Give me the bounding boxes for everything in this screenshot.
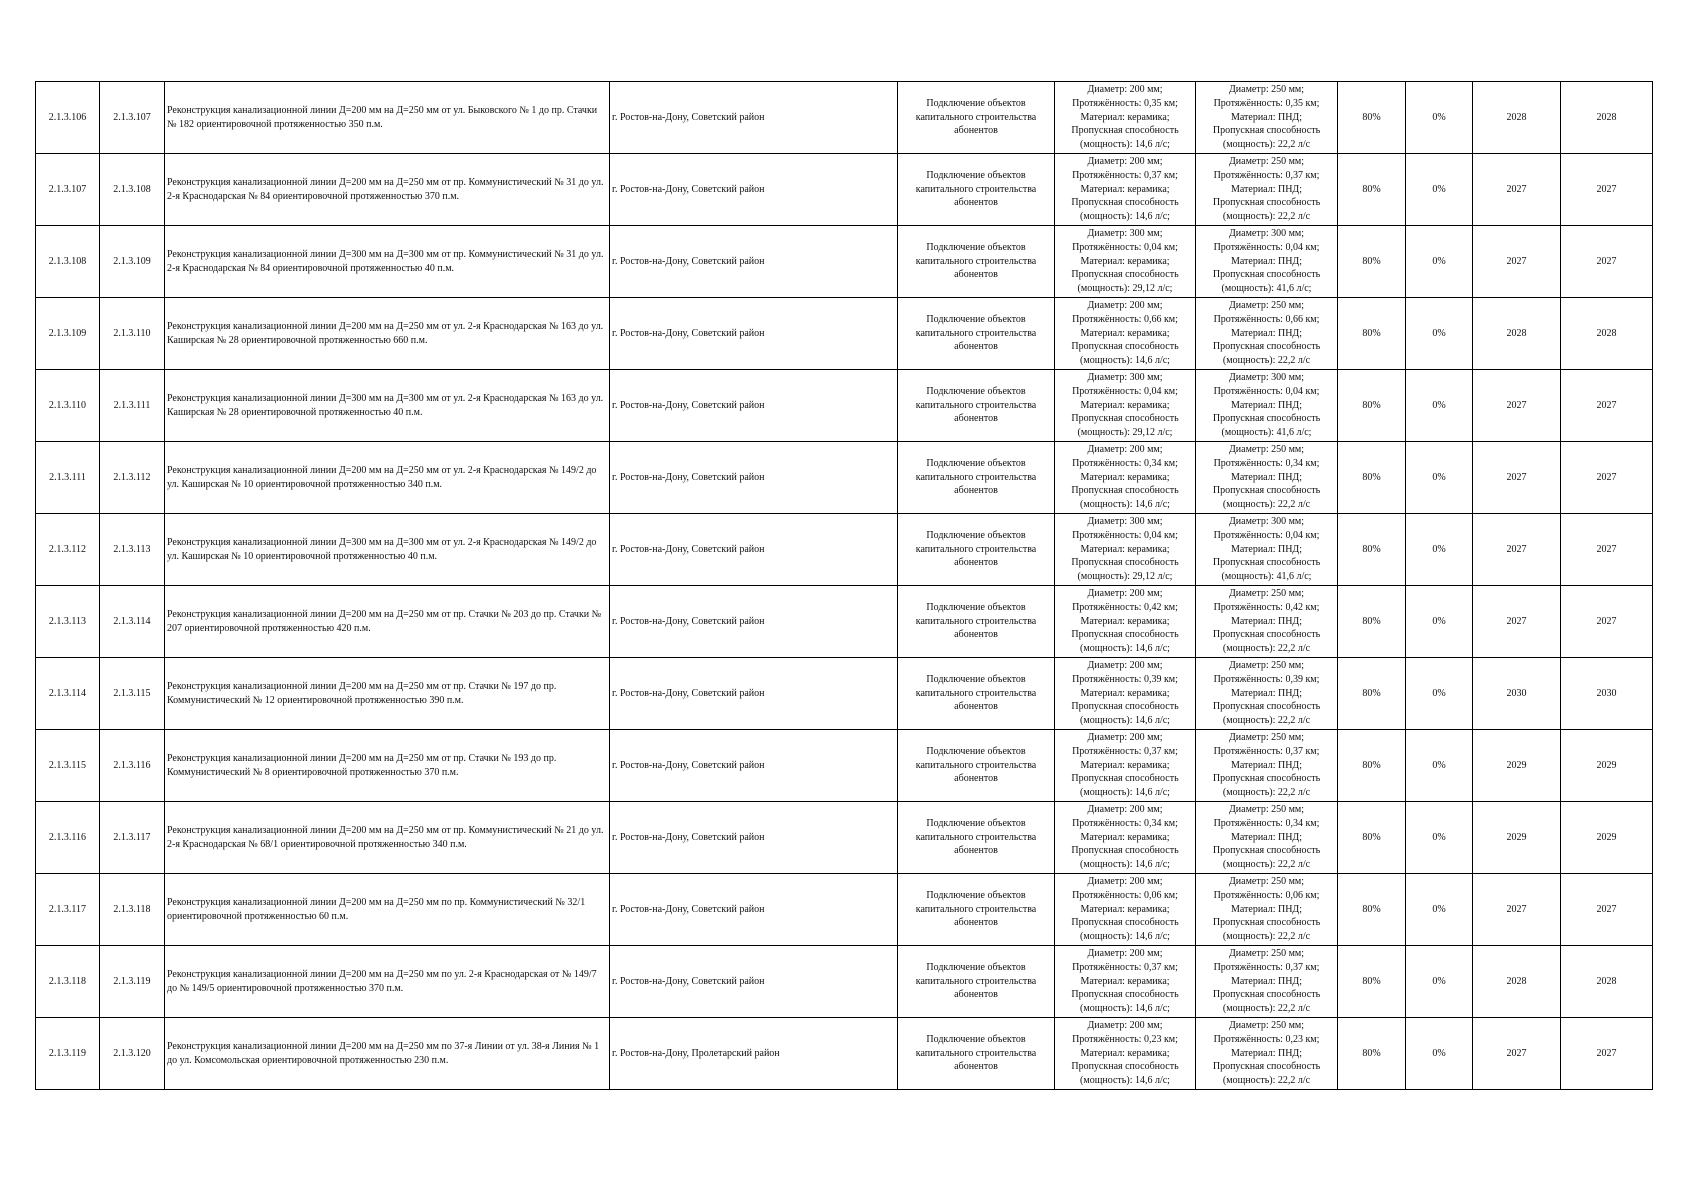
cell-year-end: 2029 [1561, 802, 1653, 874]
cell-new-number: 2.1.3.119 [100, 946, 165, 1018]
cell-specs-before: Диаметр: 300 мм; Протяжённость: 0,04 км; Материал: керамика; Пропускная способность (мощность): 29,12 л/с; [1055, 370, 1196, 442]
cell-year-end: 2027 [1561, 1018, 1653, 1090]
cell-year-start: 2027 [1473, 370, 1561, 442]
cell-specs-before: Диаметр: 200 мм; Протяжённость: 0,06 км; Материал: керамика; Пропускная способность (мощность): 14,6 л/с; [1055, 874, 1196, 946]
cell-purpose: Подключение объектов капитального строительства абонентов [898, 730, 1055, 802]
cell-wear-after: 0% [1406, 514, 1473, 586]
table-row [36, 514, 1653, 586]
cell-description: Реконструкция канализационной линии Д=200 мм на Д=250 мм по пр. Коммунистический № 32/1 ориентировочной протяженностью 60 п.м. [165, 874, 610, 946]
cell-specs-after: Диаметр: 250 мм; Протяжённость: 0,35 км; Материал: ПНД; Пропускная способность (мощность): 22,2 л/с [1196, 82, 1338, 154]
cell-specs-after: Диаметр: 300 мм; Протяжённость: 0,04 км; Материал: ПНД; Пропускная способность (мощность): 41,6 л/с; [1196, 226, 1338, 298]
cell-number: 2.1.3.115 [36, 730, 100, 802]
cell-number: 2.1.3.110 [36, 370, 100, 442]
cell-address: г. Ростов-на-Дону, Советский район [610, 370, 898, 442]
cell-year-end: 2030 [1561, 658, 1653, 730]
cell-specs-before: Диаметр: 200 мм; Протяжённость: 0,66 км; Материал: керамика; Пропускная способность (мощность): 14,6 л/с; [1055, 298, 1196, 370]
cell-purpose: Подключение объектов капитального строительства абонентов [898, 370, 1055, 442]
cell-year-end: 2029 [1561, 730, 1653, 802]
cell-wear-before: 80% [1338, 946, 1406, 1018]
cell-address: г. Ростов-на-Дону, Советский район [610, 658, 898, 730]
cell-wear-before: 80% [1338, 226, 1406, 298]
cell-year-start: 2027 [1473, 1018, 1561, 1090]
table-row [36, 298, 1653, 370]
cell-purpose: Подключение объектов капитального строительства абонентов [898, 874, 1055, 946]
cell-new-number: 2.1.3.110 [100, 298, 165, 370]
cell-year-end: 2028 [1561, 946, 1653, 1018]
cell-address: г. Ростов-на-Дону, Советский район [610, 586, 898, 658]
cell-address: г. Ростов-на-Дону, Советский район [610, 730, 898, 802]
table-row [36, 946, 1653, 1018]
cell-description: Реконструкция канализационной линии Д=200 мм на Д=250 мм от пр. Коммунистический № 31 до ул. 2-я Краснодарская № 84 ориентировочной протяженностью 370 п.м. [165, 154, 610, 226]
cell-new-number: 2.1.3.117 [100, 802, 165, 874]
table-row [36, 442, 1653, 514]
cell-year-start: 2027 [1473, 226, 1561, 298]
cell-wear-before: 80% [1338, 370, 1406, 442]
cell-purpose: Подключение объектов капитального строительства абонентов [898, 1018, 1055, 1090]
cell-description: Реконструкция канализационной линии Д=200 мм на Д=250 мм по ул. 2-я Краснодарская от № 149/7 до № 149/5 ориентировочной протяженностью 370 п.м. [165, 946, 610, 1018]
cell-description: Реконструкция канализационной линии Д=200 мм на Д=250 мм от пр. Стачки № 193 до пр. Коммунистический № 8 ориентировочной протяженностью 370 п.м. [165, 730, 610, 802]
cell-wear-after: 0% [1406, 154, 1473, 226]
cell-purpose: Подключение объектов капитального строительства абонентов [898, 226, 1055, 298]
cell-description: Реконструкция канализационной линии Д=300 мм на Д=300 мм от ул. 2-я Краснодарская № 149/2 до ул. Каширская № 10 ориентировочной протяженностью 40 п.м. [165, 514, 610, 586]
cell-wear-before: 80% [1338, 298, 1406, 370]
table-row [36, 874, 1653, 946]
cell-specs-after: Диаметр: 250 мм; Протяжённость: 0,34 км; Материал: ПНД; Пропускная способность (мощность): 22,2 л/с [1196, 442, 1338, 514]
cell-address: г. Ростов-на-Дону, Советский район [610, 442, 898, 514]
table-body [36, 82, 1653, 1090]
cell-specs-before: Диаметр: 200 мм; Протяжённость: 0,34 км; Материал: керамика; Пропускная способность (мощность): 14,6 л/с; [1055, 442, 1196, 514]
cell-year-start: 2027 [1473, 442, 1561, 514]
cell-wear-before: 80% [1338, 586, 1406, 658]
cell-wear-after: 0% [1406, 802, 1473, 874]
cell-specs-after: Диаметр: 300 мм; Протяжённость: 0,04 км; Материал: ПНД; Пропускная способность (мощность): 41,6 л/с; [1196, 514, 1338, 586]
cell-purpose: Подключение объектов капитального строительства абонентов [898, 946, 1055, 1018]
cell-purpose: Подключение объектов капитального строительства абонентов [898, 586, 1055, 658]
cell-year-end: 2028 [1561, 82, 1653, 154]
cell-wear-before: 80% [1338, 802, 1406, 874]
cell-address: г. Ростов-на-Дону, Советский район [610, 514, 898, 586]
cell-year-end: 2027 [1561, 226, 1653, 298]
cell-address: г. Ростов-на-Дону, Советский район [610, 802, 898, 874]
table-row [36, 658, 1653, 730]
cell-description: Реконструкция канализационной линии Д=200 мм на Д=250 мм от пр. Стачки № 203 до пр. Стачки № 207 ориентировочной протяженностью 420 п.м. [165, 586, 610, 658]
cell-number: 2.1.3.111 [36, 442, 100, 514]
cell-year-end: 2028 [1561, 298, 1653, 370]
table-row [36, 586, 1653, 658]
cell-wear-before: 80% [1338, 442, 1406, 514]
cell-number: 2.1.3.108 [36, 226, 100, 298]
cell-description: Реконструкция канализационной линии Д=200 мм на Д=250 мм от пр. Стачки № 197 до пр. Коммунистический № 12 ориентировочной протяженностью 390 п.м. [165, 658, 610, 730]
cell-year-start: 2028 [1473, 298, 1561, 370]
cell-specs-before: Диаметр: 200 мм; Протяжённость: 0,37 км; Материал: керамика; Пропускная способность (мощность): 14,6 л/с; [1055, 730, 1196, 802]
cell-new-number: 2.1.3.115 [100, 658, 165, 730]
cell-number: 2.1.3.112 [36, 514, 100, 586]
cell-purpose: Подключение объектов капитального строительства абонентов [898, 298, 1055, 370]
cell-wear-before: 80% [1338, 82, 1406, 154]
cell-description: Реконструкция канализационной линии Д=200 мм на Д=250 мм по 37-я Линии от ул. 38-я Линия № 1 до ул. Комсомольская ориентировочной протяженностью 230 п.м. [165, 1018, 610, 1090]
cell-year-end: 2027 [1561, 154, 1653, 226]
cell-wear-after: 0% [1406, 226, 1473, 298]
cell-number: 2.1.3.109 [36, 298, 100, 370]
cell-year-start: 2027 [1473, 514, 1561, 586]
cell-wear-after: 0% [1406, 370, 1473, 442]
cell-wear-before: 80% [1338, 874, 1406, 946]
cell-purpose: Подключение объектов капитального строительства абонентов [898, 802, 1055, 874]
cell-specs-after: Диаметр: 250 мм; Протяжённость: 0,34 км; Материал: ПНД; Пропускная способность (мощность): 22,2 л/с [1196, 802, 1338, 874]
cell-new-number: 2.1.3.114 [100, 586, 165, 658]
table-row [36, 154, 1653, 226]
cell-wear-after: 0% [1406, 658, 1473, 730]
cell-purpose: Подключение объектов капитального строительства абонентов [898, 154, 1055, 226]
cell-purpose: Подключение объектов капитального строительства абонентов [898, 82, 1055, 154]
cell-new-number: 2.1.3.109 [100, 226, 165, 298]
reconstruction-table [35, 81, 1653, 1090]
cell-year-start: 2028 [1473, 946, 1561, 1018]
cell-new-number: 2.1.3.116 [100, 730, 165, 802]
table-row [36, 730, 1653, 802]
table-row [36, 802, 1653, 874]
cell-address: г. Ростов-на-Дону, Пролетарский район [610, 1018, 898, 1090]
cell-year-start: 2028 [1473, 82, 1561, 154]
cell-wear-before: 80% [1338, 730, 1406, 802]
cell-year-start: 2027 [1473, 154, 1561, 226]
table-row [36, 82, 1653, 154]
cell-number: 2.1.3.106 [36, 82, 100, 154]
cell-wear-after: 0% [1406, 946, 1473, 1018]
cell-specs-before: Диаметр: 200 мм; Протяжённость: 0,39 км; Материал: керамика; Пропускная способность (мощность): 14,6 л/с; [1055, 658, 1196, 730]
cell-wear-before: 80% [1338, 658, 1406, 730]
cell-new-number: 2.1.3.112 [100, 442, 165, 514]
cell-year-start: 2029 [1473, 730, 1561, 802]
cell-wear-after: 0% [1406, 1018, 1473, 1090]
cell-description: Реконструкция канализационной линии Д=200 мм на Д=250 мм от ул. 2-я Краснодарская № 149/2 до ул. Каширская № 10 ориентировочной протяженностью 340 п.м. [165, 442, 610, 514]
cell-specs-before: Диаметр: 200 мм; Протяжённость: 0,42 км; Материал: керамика; Пропускная способность (мощность): 14,6 л/с; [1055, 586, 1196, 658]
cell-address: г. Ростов-на-Дону, Советский район [610, 154, 898, 226]
table-row [36, 226, 1653, 298]
cell-specs-after: Диаметр: 300 мм; Протяжённость: 0,04 км; Материал: ПНД; Пропускная способность (мощность): 41,6 л/с; [1196, 370, 1338, 442]
cell-description: Реконструкция канализационной линии Д=200 мм на Д=250 мм от ул. 2-я Краснодарская № 163 до ул. Каширская № 28 ориентировочной протяженностью 660 п.м. [165, 298, 610, 370]
cell-description: Реконструкция канализационной линии Д=300 мм на Д=300 мм от пр. Коммунистический № 31 до ул. 2-я Краснодарская № 84 ориентировочной протяженностью 40 п.м. [165, 226, 610, 298]
cell-new-number: 2.1.3.113 [100, 514, 165, 586]
cell-new-number: 2.1.3.108 [100, 154, 165, 226]
cell-number: 2.1.3.119 [36, 1018, 100, 1090]
cell-address: г. Ростов-на-Дону, Советский район [610, 874, 898, 946]
cell-specs-after: Диаметр: 250 мм; Протяжённость: 0,37 км; Материал: ПНД; Пропускная способность (мощность): 22,2 л/с [1196, 946, 1338, 1018]
cell-wear-after: 0% [1406, 730, 1473, 802]
cell-specs-after: Диаметр: 250 мм; Протяжённость: 0,42 км; Материал: ПНД; Пропускная способность (мощность): 22,2 л/с [1196, 586, 1338, 658]
cell-specs-before: Диаметр: 200 мм; Протяжённость: 0,23 км; Материал: керамика; Пропускная способность (мощность): 14,6 л/с; [1055, 1018, 1196, 1090]
cell-new-number: 2.1.3.118 [100, 874, 165, 946]
cell-number: 2.1.3.118 [36, 946, 100, 1018]
cell-year-end: 2027 [1561, 514, 1653, 586]
cell-new-number: 2.1.3.120 [100, 1018, 165, 1090]
cell-new-number: 2.1.3.111 [100, 370, 165, 442]
cell-specs-after: Диаметр: 250 мм; Протяжённость: 0,23 км; Материал: ПНД; Пропускная способность (мощность): 22,2 л/с [1196, 1018, 1338, 1090]
cell-specs-after: Диаметр: 250 мм; Протяжённость: 0,37 км; Материал: ПНД; Пропускная способность (мощность): 22,2 л/с [1196, 154, 1338, 226]
cell-description: Реконструкция канализационной линии Д=300 мм на Д=300 мм от ул. 2-я Краснодарская № 163 до ул. Каширская № 28 ориентировочной протяженностью 40 п.м. [165, 370, 610, 442]
cell-specs-before: Диаметр: 200 мм; Протяжённость: 0,37 км; Материал: керамика; Пропускная способность (мощность): 14,6 л/с; [1055, 154, 1196, 226]
cell-wear-before: 80% [1338, 154, 1406, 226]
cell-address: г. Ростов-на-Дону, Советский район [610, 298, 898, 370]
cell-specs-before: Диаметр: 300 мм; Протяжённость: 0,04 км; Материал: керамика; Пропускная способность (мощность): 29,12 л/с; [1055, 226, 1196, 298]
cell-new-number: 2.1.3.107 [100, 82, 165, 154]
cell-year-end: 2027 [1561, 442, 1653, 514]
cell-year-end: 2027 [1561, 874, 1653, 946]
cell-wear-after: 0% [1406, 298, 1473, 370]
cell-year-start: 2029 [1473, 802, 1561, 874]
cell-specs-after: Диаметр: 250 мм; Протяжённость: 0,39 км; Материал: ПНД; Пропускная способность (мощность): 22,2 л/с [1196, 658, 1338, 730]
cell-specs-before: Диаметр: 200 мм; Протяжённость: 0,34 км; Материал: керамика; Пропускная способность (мощность): 14,6 л/с; [1055, 802, 1196, 874]
cell-number: 2.1.3.114 [36, 658, 100, 730]
cell-year-end: 2027 [1561, 586, 1653, 658]
cell-specs-after: Диаметр: 250 мм; Протяжённость: 0,37 км; Материал: ПНД; Пропускная способность (мощность): 22,2 л/с [1196, 730, 1338, 802]
cell-year-end: 2027 [1561, 370, 1653, 442]
cell-wear-after: 0% [1406, 82, 1473, 154]
cell-year-start: 2027 [1473, 874, 1561, 946]
table-row [36, 370, 1653, 442]
cell-description: Реконструкция канализационной линии Д=200 мм на Д=250 мм от пр. Коммунистический № 21 до ул. 2-я Краснодарская № 68/1 ориентировочной протяженностью 340 п.м. [165, 802, 610, 874]
cell-specs-before: Диаметр: 200 мм; Протяжённость: 0,35 км; Материал: керамика; Пропускная способность (мощность): 14,6 л/с; [1055, 82, 1196, 154]
cell-description: Реконструкция канализационной линии Д=200 мм на Д=250 мм от ул. Быковского № 1 до пр. Стачки № 182 ориентировочной протяженностью 350 п.м. [165, 82, 610, 154]
cell-wear-after: 0% [1406, 586, 1473, 658]
cell-purpose: Подключение объектов капитального строительства абонентов [898, 514, 1055, 586]
cell-number: 2.1.3.117 [36, 874, 100, 946]
cell-wear-before: 80% [1338, 1018, 1406, 1090]
cell-year-start: 2027 [1473, 586, 1561, 658]
cell-purpose: Подключение объектов капитального строительства абонентов [898, 442, 1055, 514]
cell-address: г. Ростов-на-Дону, Советский район [610, 946, 898, 1018]
cell-wear-after: 0% [1406, 874, 1473, 946]
cell-number: 2.1.3.107 [36, 154, 100, 226]
cell-number: 2.1.3.116 [36, 802, 100, 874]
cell-number: 2.1.3.113 [36, 586, 100, 658]
cell-year-start: 2030 [1473, 658, 1561, 730]
cell-specs-after: Диаметр: 250 мм; Протяжённость: 0,06 км; Материал: ПНД; Пропускная способность (мощность): 22,2 л/с [1196, 874, 1338, 946]
table-row [36, 1018, 1653, 1090]
cell-specs-before: Диаметр: 200 мм; Протяжённость: 0,37 км; Материал: керамика; Пропускная способность (мощность): 14,6 л/с; [1055, 946, 1196, 1018]
cell-wear-before: 80% [1338, 514, 1406, 586]
cell-address: г. Ростов-на-Дону, Советский район [610, 82, 898, 154]
cell-purpose: Подключение объектов капитального строительства абонентов [898, 658, 1055, 730]
cell-wear-after: 0% [1406, 442, 1473, 514]
cell-specs-before: Диаметр: 300 мм; Протяжённость: 0,04 км; Материал: керамика; Пропускная способность (мощность): 29,12 л/с; [1055, 514, 1196, 586]
cell-specs-after: Диаметр: 250 мм; Протяжённость: 0,66 км; Материал: ПНД; Пропускная способность (мощность): 22,2 л/с [1196, 298, 1338, 370]
cell-address: г. Ростов-на-Дону, Советский район [610, 226, 898, 298]
